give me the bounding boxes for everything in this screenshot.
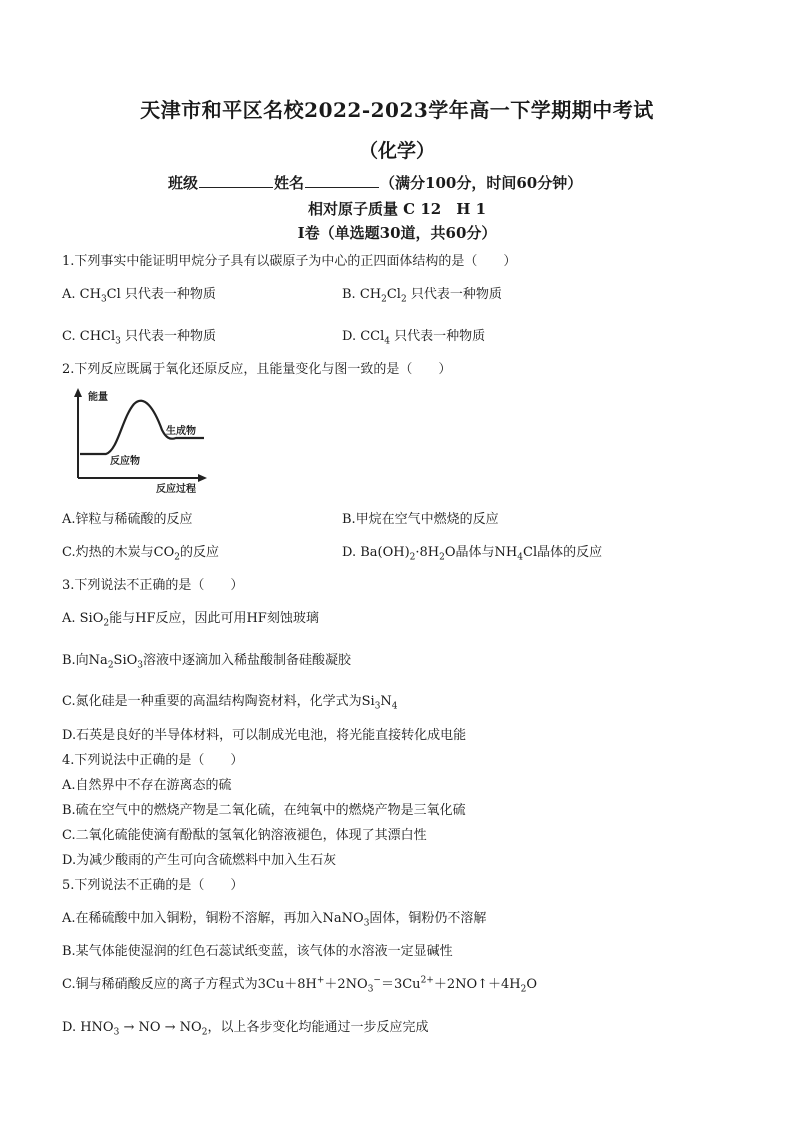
q5-stem: 5.下列说法不正确的是（ ）: [62, 878, 244, 893]
q5-option-c[interactable]: C.铜与稀硝酸反应的离子方程式为$3Cu+8H^++2NO_3^-=3Cu^{2+}+2NO↑+4H_2O$: [62, 975, 538, 995]
class-blank[interactable]: [199, 173, 273, 188]
q3-stem: 3.下列说法不正确的是（ ）: [62, 578, 244, 593]
q4-option-d[interactable]: D.为减少酸雨的产生可向含硫燃料中加入生石灰: [62, 853, 337, 868]
q2-option-d[interactable]: D. $Ba(OH)_2\cdot 8H_2O$晶体与$NH_4Cl$晶体的反应: [342, 545, 603, 563]
name-label: 姓名: [274, 174, 305, 192]
q3-option-b[interactable]: B.向$Na_2SiO_3$溶液中逐滴加入稀盐酸制备硅酸凝胶: [62, 653, 352, 671]
q3-option-d[interactable]: D.石英是良好的半导体材料，可以制成光电池，将光能直接转化成电能: [62, 728, 467, 743]
score-info: （满分100分，时间60分钟）: [380, 174, 583, 192]
student-info-line: [168, 172, 582, 193]
section-heading: Ⅰ卷（单选题30道，共60分）: [297, 224, 497, 242]
q1-option-d[interactable]: D. CCl$_4$ 只代表一种物质: [342, 329, 486, 347]
q3-option-c[interactable]: C.氮化硅是一种重要的高温结构陶瓷材料，化学式为$Si_3N_4$: [62, 694, 398, 712]
exam-title: 天津市和平区名校2022-2023学年高一下学期期中考试: [140, 98, 654, 122]
q4-option-a[interactable]: A.自然界中不存在游离态的硫: [62, 778, 232, 793]
q2-option-c[interactable]: C.灼热的木炭与$CO_2$的反应: [62, 545, 219, 563]
q4-option-b[interactable]: B.硫在空气中的燃烧产物是二氧化硫，在纯氧中的燃烧产物是三氧化硫: [62, 803, 466, 818]
q2-option-a[interactable]: A.锌粒与稀硫酸的反应: [62, 512, 193, 527]
energy-diagram: [62, 388, 214, 496]
graph-x-label: 反应过程: [156, 484, 196, 495]
q2-stem: 2.下列反应既属于氧化还原反应，且能量变化与图一致的是（ ）: [62, 362, 452, 377]
q1-option-a[interactable]: A. $CH_3Cl$ 只代表一种物质: [62, 287, 216, 305]
q2-option-b[interactable]: B.甲烷在空气中燃烧的反应: [342, 512, 499, 527]
q1-option-b[interactable]: B. $CH_2Cl_2$ 只代表一种物质: [342, 287, 502, 305]
q5-option-b[interactable]: B.某气体能使湿润的红色石蕊试纸变蓝，该气体的水溶液一定显碱性: [62, 944, 453, 959]
graph-product-label: 生成物: [166, 426, 196, 437]
q1-option-c[interactable]: C. CHCl$_3$ 只代表一种物质: [62, 329, 217, 347]
atomic-mass-line: 相对原子质量 C 12 H 1: [307, 200, 487, 218]
q1-stem: 1.下列事实中能证明甲烷分子具有以碳原子为中心的正四面体结构的是（ ）: [62, 254, 517, 269]
name-blank[interactable]: [305, 173, 379, 188]
q3-option-a[interactable]: A. SiO$_2$能与HF反应，因此可用HF刻蚀玻璃: [62, 611, 319, 629]
class-label: 班级: [168, 174, 199, 192]
q4-option-c[interactable]: C.二氧化硫能使滴有酚酞的氢氧化钠溶液褪色，体现了其漂白性: [62, 828, 427, 843]
q4-stem: 4.下列说法中正确的是（ ）: [62, 753, 244, 768]
q5-option-d[interactable]: D. $HNO_3$ → NO → $NO_2$，以上各步变化均能通过一步反应完成: [62, 1020, 429, 1038]
exam-subtitle: （化学）: [358, 140, 435, 162]
graph-y-label: 能量: [88, 392, 108, 403]
graph-reactant-label: 反应物: [110, 456, 140, 467]
q5-option-a[interactable]: A.在稀硫酸中加入铜粉，铜粉不溶解，再加入NaNO$_3$固体，铜粉仍不溶解: [62, 911, 487, 929]
